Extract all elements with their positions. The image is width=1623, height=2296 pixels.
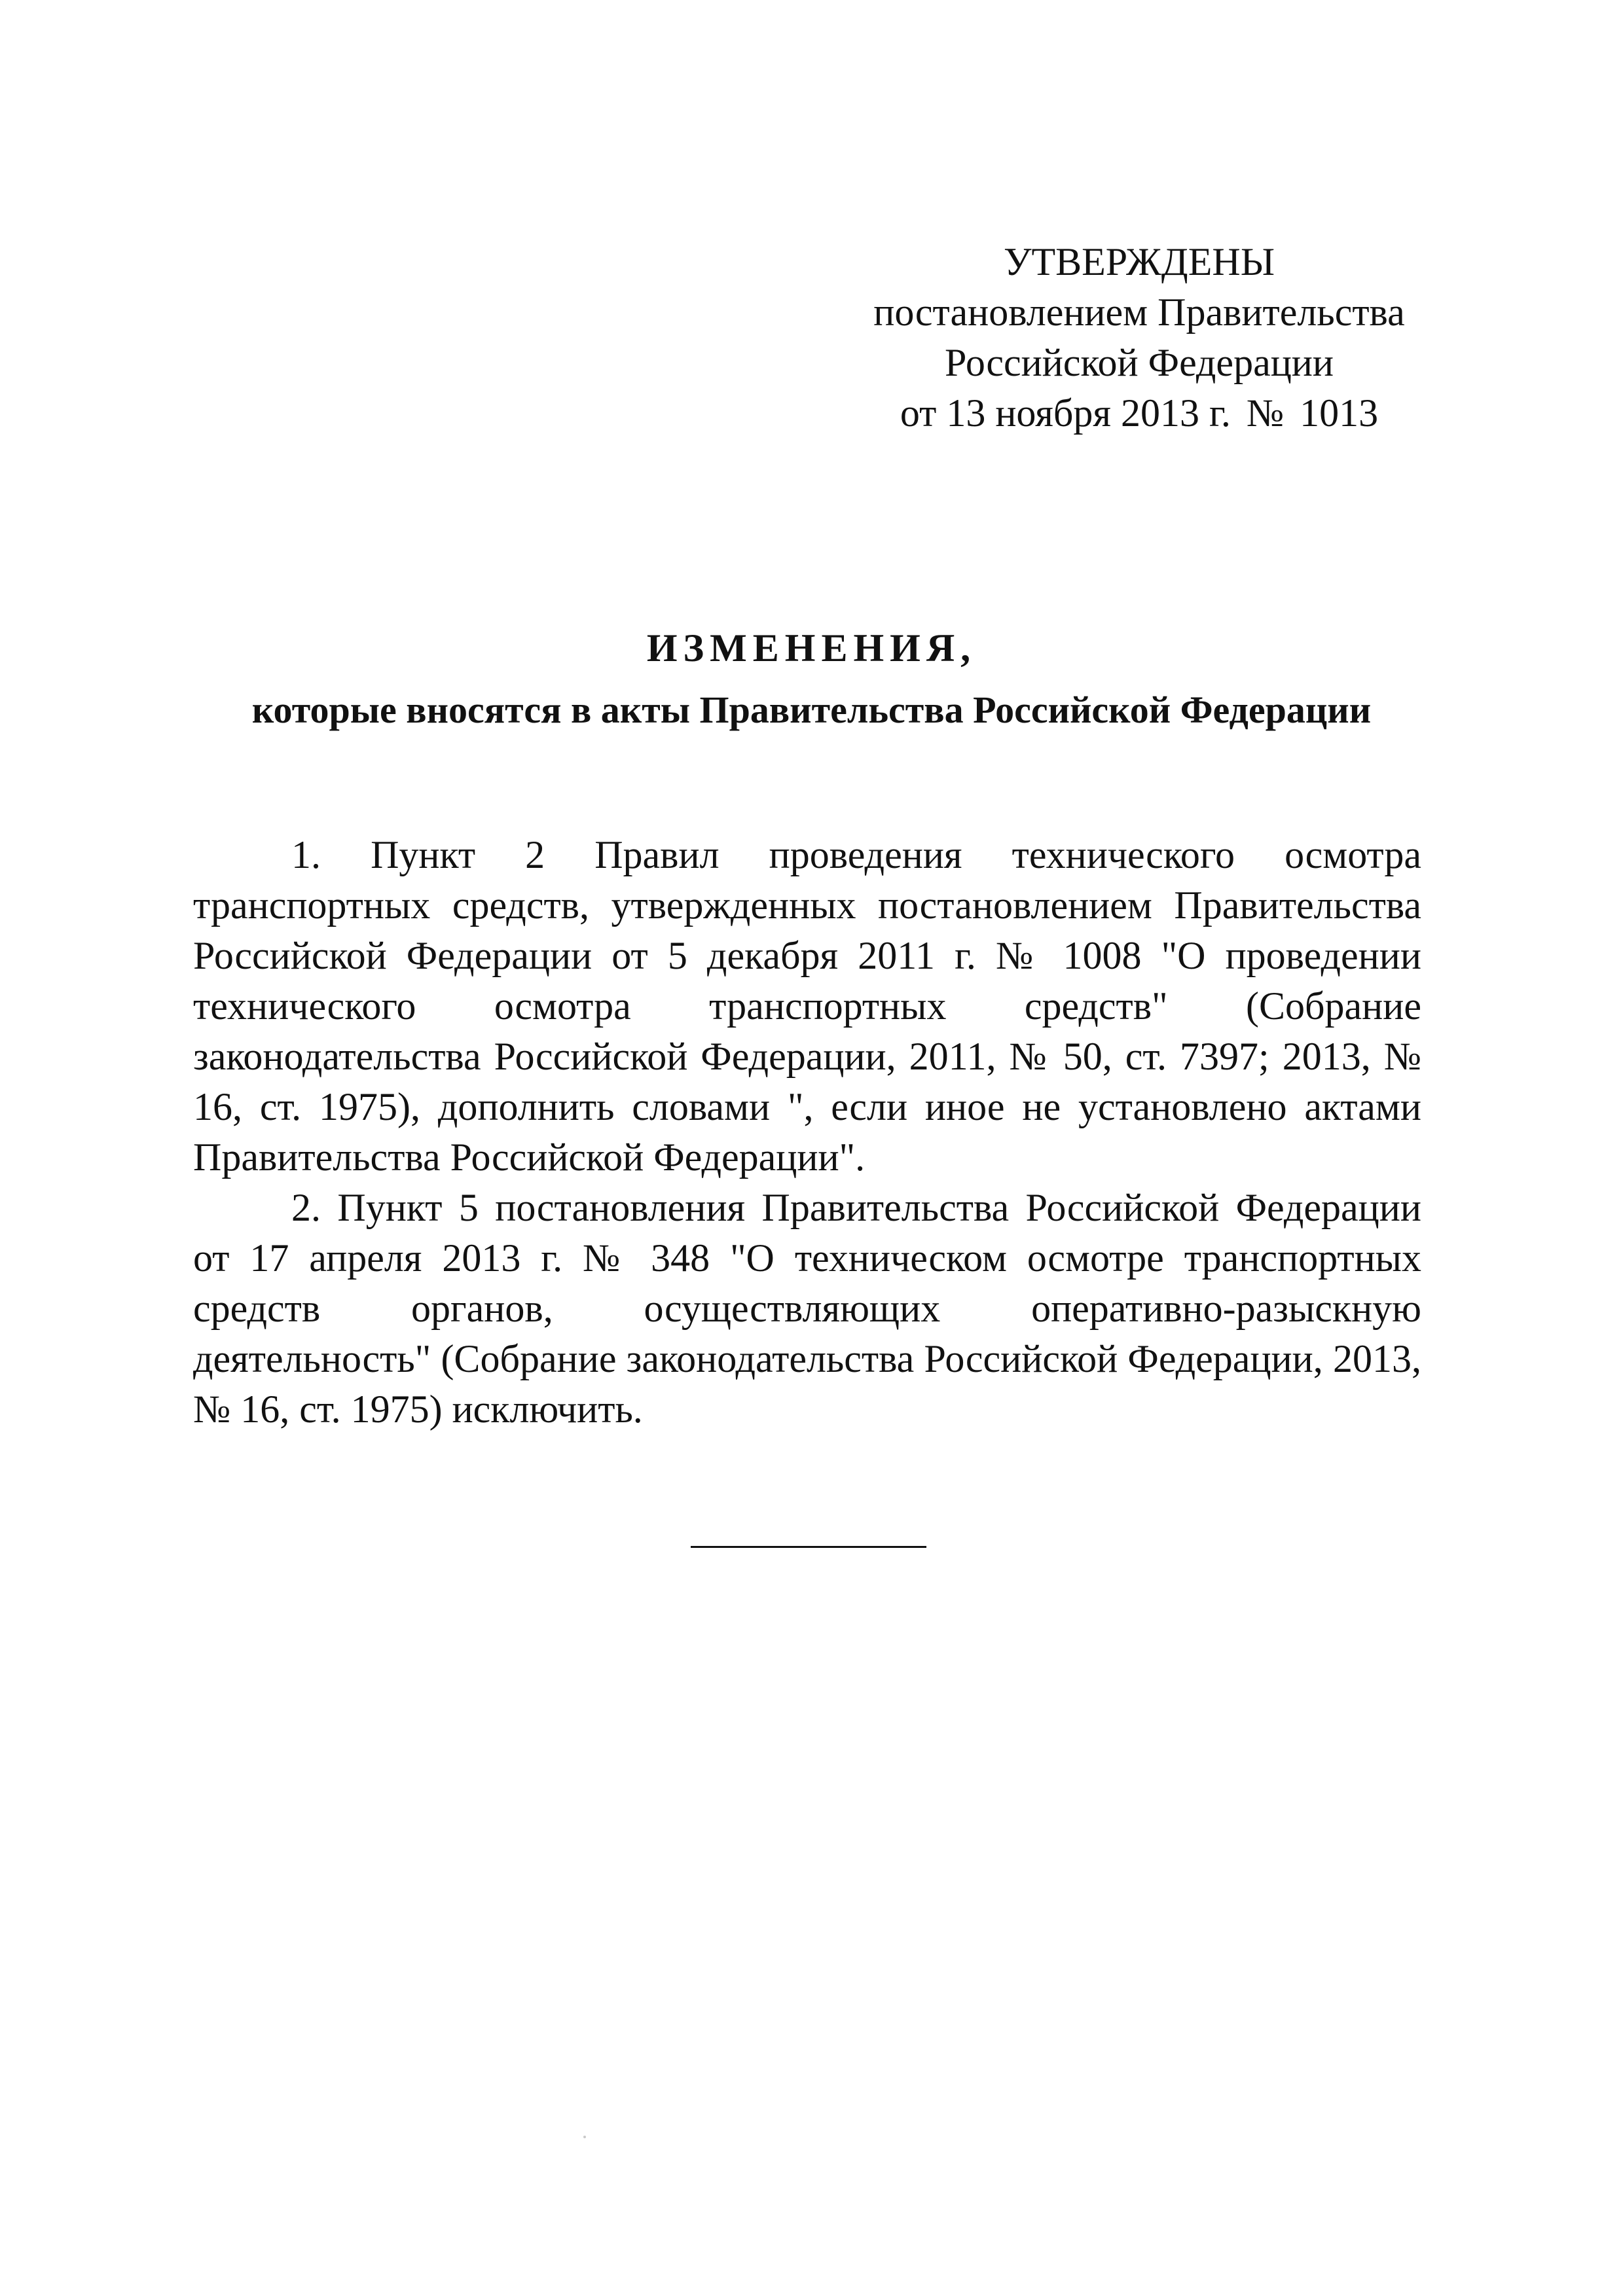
approval-line-1: постановлением Правительства bbox=[873, 291, 1405, 334]
approval-number-sign: № bbox=[1246, 391, 1285, 435]
approval-date: от 13 ноября 2013 г. bbox=[900, 391, 1231, 435]
paragraph-2: 2. Пункт 5 постановления Правительства Российской Федерации от 17 апреля 2013 г. № 348 "О техническом осмотре транспортных средств органов, осуществляющих оперативно-разыскную деятельность" (Собрание законодательства Российской Федерации, 2013, № 16, ст. 1975) исключить. bbox=[193, 1186, 1421, 1431]
approval-number: 1013 bbox=[1300, 391, 1379, 435]
approval-title: УТВЕРЖДЕНЫ bbox=[1003, 240, 1275, 283]
approval-stamp bbox=[851, 237, 1427, 439]
document-subtitle: которые вносятся в акты Правительства Российской Федерации bbox=[251, 689, 1372, 731]
paragraph-1: 1. Пункт 2 Правил проведения технического осмотра транспортных средств, утвержденных постановлением Правительства Российской Федерации от 5 декабря 2011 г. № 1008 "О проведении технического осмотра транспортных средств" (Собрание законодательства Российской Федерации, 2011, № 50, ст. 7397; 2013, № 16, ст. 1975), дополнить словами ", если иное не установлено актами Правительства Российской Федерации". bbox=[193, 833, 1421, 1179]
approval-line-2: Российской Федерации bbox=[944, 341, 1334, 384]
end-separator-line bbox=[691, 1546, 926, 1548]
scan-speck bbox=[583, 2136, 586, 2138]
document-body bbox=[193, 830, 1421, 1435]
approval-date-line bbox=[851, 388, 1427, 439]
document-title: ИЗМЕНЕНИЯ, bbox=[646, 626, 977, 670]
